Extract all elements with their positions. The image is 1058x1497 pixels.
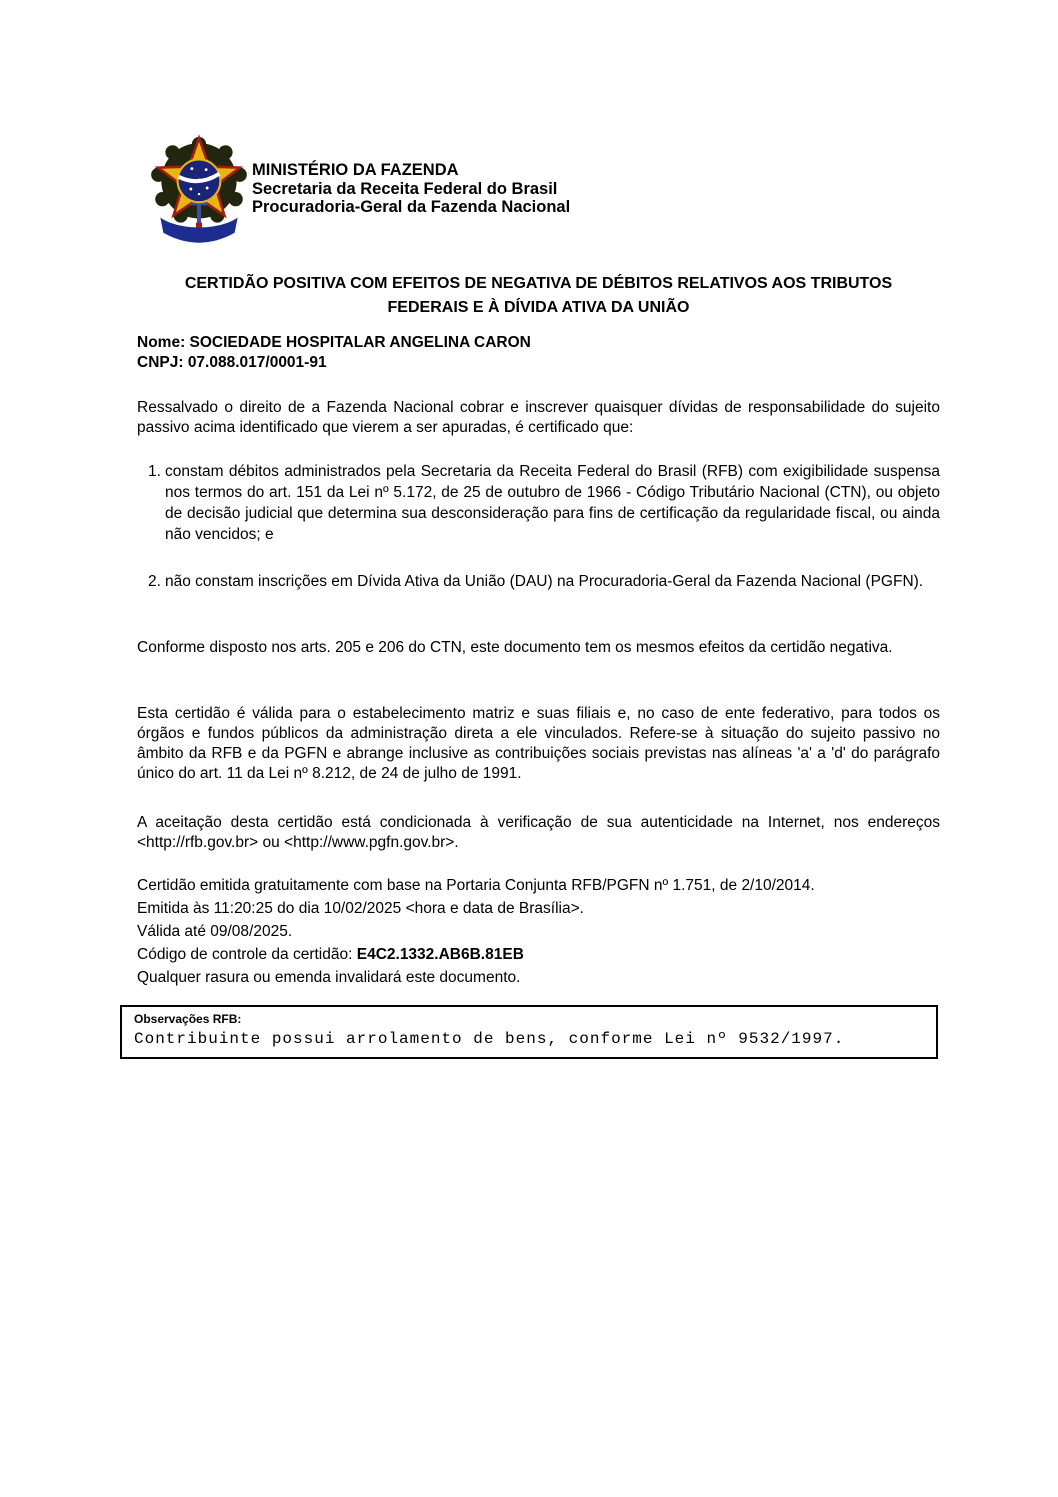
secretariat-name: Secretaria da Receita Federal do Brasil xyxy=(252,179,558,198)
brazil-coat-of-arms-icon xyxy=(147,134,251,246)
list-item-2-text: não constam inscrições em Dívida Ativa da União (DAU) na Procuradoria-Geral da Fazenda Nacional (PGFN). xyxy=(165,573,924,590)
list-item-1 xyxy=(137,461,940,545)
issuance-control-line xyxy=(137,943,940,966)
control-code-label: Código de controle da certidão: xyxy=(137,946,357,963)
subject-name: Nome: SOCIEDADE HOSPITALAR ANGELINA CARON xyxy=(137,334,531,351)
paragraph-validity: Esta certidão é válida para o estabelecimento matriz e suas filiais e, no caso de ente federativo, para todos os órgãos e fundos públicos da administração direta a ele vinculados. Refere-se à situação do sujeito passivo no âmbito da RFB e da PGFN e abrange inclusive as contribuições sociais previstas nas alíneas 'a' a 'd' do parágrafo único do art. 11 da Lei nº 8.212, de 24 de julho de 1991. xyxy=(137,705,940,782)
document-header xyxy=(252,161,570,217)
paragraph-effects: Conforme disposto nos arts. 205 e 206 do CTN, este documento tem os mesmos efeitos da certidão negativa. xyxy=(137,639,893,656)
paragraph-intro: Ressalvado o direito de a Fazenda Nacional cobrar e inscrever quaisquer dívidas de responsabilidade do sujeito passivo acima identificado que vierem a ser apuradas, é certificado que: xyxy=(137,399,940,436)
issuance-info xyxy=(137,874,940,989)
subject-cnpj: CNPJ: 07.088.017/0001-91 xyxy=(137,354,327,371)
list-item-1-text: constam débitos administrados pela Secretaria da Receita Federal do Brasil (RFB) com exigibilidade suspensa nos termos do art. 151 da Lei nº 5.172, de 25 de outubro de 1966 - Código Tributário Nacional (CTN), ou objeto de decisão judicial que determina sua desconsideração para fins de certificação da regularidade fiscal, ou ainda não vencidos; e xyxy=(165,463,940,543)
certificate-title-line2: FEDERAIS E À DÍVIDA ATIVA DA UNIÃO xyxy=(387,299,690,316)
control-code-value: E4C2.1332.AB6B.81EB xyxy=(356,946,524,963)
list-item-2 xyxy=(137,571,940,592)
observations-box xyxy=(120,1005,938,1059)
list-item-2-number: 2. xyxy=(148,573,161,590)
issuance-warning: Qualquer rasura ou emenda invalidará este documento. xyxy=(137,969,521,986)
certificate-title xyxy=(137,272,940,320)
observations-label: Observações RFB: xyxy=(134,1012,242,1026)
issuance-valid-until: Válida até 09/08/2025. xyxy=(137,923,293,940)
list-item-1-number: 1. xyxy=(148,463,161,480)
attorney-office-name: Procuradoria-Geral da Fazenda Nacional xyxy=(252,198,571,216)
issuance-basis: Certidão emitida gratuitamente com base na Portaria Conjunta RFB/PGFN nº 1.751, de 2/10/2014. xyxy=(137,877,815,894)
subject-info xyxy=(137,333,940,373)
paragraph-authenticity: A aceitação desta certidão está condicionada à verificação de sua autenticidade na Internet, nos endereços <http://rfb.gov.br> ou <http://www.pgfn.gov.br>. xyxy=(137,814,940,851)
issuance-emitted: Emitida às 11:20:25 do dia 10/02/2025 <hora e data de Brasília>. xyxy=(137,900,584,917)
observations-text: Contribuinte possui arrolamento de bens, conforme Lei nº 9532/1997. xyxy=(134,1030,845,1048)
ministry-name: MINISTÉRIO DA FAZENDA xyxy=(252,161,459,179)
certificate-title-line1: CERTIDÃO POSITIVA COM EFEITOS DE NEGATIVA DE DÉBITOS RELATIVOS AOS TRIBUTOS xyxy=(184,275,893,292)
